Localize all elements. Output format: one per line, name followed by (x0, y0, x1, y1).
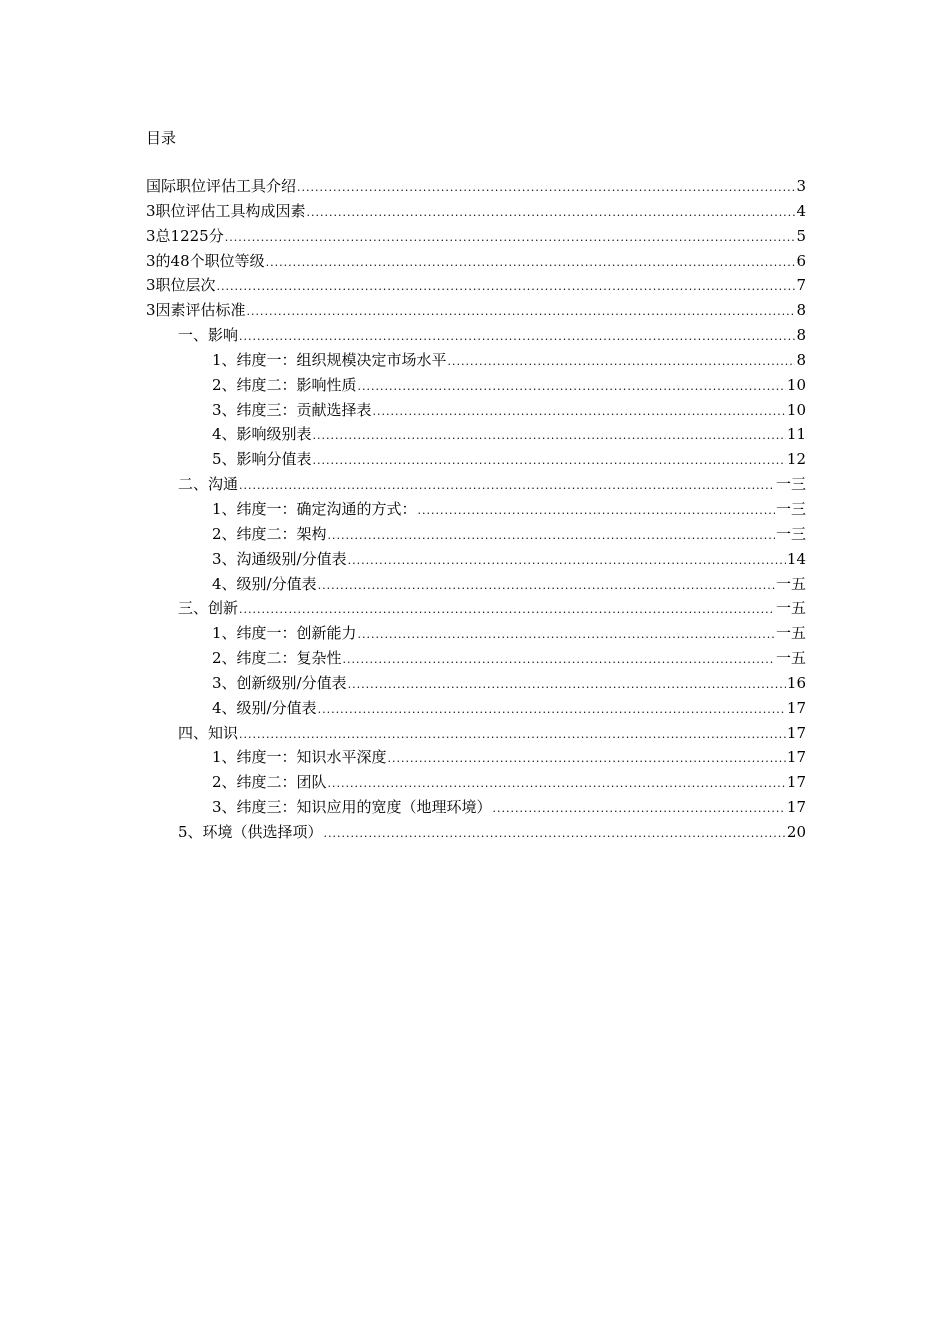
toc-entry-text: 2、纬度二：架构 (212, 524, 327, 543)
toc-dot-leader (343, 650, 775, 670)
toc-entry-text: 2、纬度二：影响性质 (212, 375, 357, 394)
toc-entry-text: 5、环境（供选择项） (178, 822, 323, 841)
toc-entry[interactable] (146, 226, 806, 251)
toc-entry-text: 3、纬度三：贡献选择表 (212, 400, 372, 419)
toc-dot-leader (225, 228, 796, 248)
toc-entry-text: 4、影响级别表 (212, 425, 312, 444)
toc-entry[interactable] (146, 698, 806, 723)
toc-page-number: 一五 (775, 624, 806, 643)
toc-entry-text: 2、纬度二：复杂性 (212, 649, 342, 668)
toc-dot-leader (348, 675, 786, 695)
toc-page-number: 3 (796, 177, 806, 195)
toc-entry[interactable] (146, 424, 806, 449)
toc-dot-leader (318, 576, 775, 596)
toc-entry-text: 4、级别/分值表 (212, 698, 317, 717)
toc-page-number: 一三 (775, 499, 806, 518)
toc-entry[interactable] (146, 176, 806, 201)
toc-entry[interactable] (146, 598, 806, 623)
toc-page-number: 一五 (775, 599, 806, 618)
toc-page-number: 一三 (775, 524, 806, 543)
toc-entry-text: 1、纬度一：组织规模决定市场水平 (212, 350, 447, 369)
toc-page-number: 16 (786, 673, 806, 692)
toc-entry[interactable] (146, 300, 806, 325)
toc-page-number: 17 (786, 698, 806, 717)
toc-page-number: 14 (786, 549, 806, 568)
toc-dot-leader (313, 451, 786, 471)
toc-title: 目录 (146, 129, 177, 147)
toc-entry-text: 3因素评估标准 (146, 301, 246, 320)
toc-dot-leader (328, 774, 786, 794)
toc-page-number: 17 (786, 798, 806, 817)
toc-entry-text: 3总1225分 (146, 226, 224, 245)
table-of-contents (146, 176, 806, 847)
toc-page-number: 20 (786, 822, 806, 841)
toc-entry-text: 三、创新 (178, 599, 239, 618)
toc-dot-leader (358, 377, 786, 397)
toc-entry[interactable] (146, 275, 806, 300)
toc-entry[interactable] (146, 648, 806, 673)
toc-entry-text: 国际职位评估工具介绍 (146, 177, 297, 195)
toc-dot-leader (307, 203, 796, 223)
toc-entry[interactable] (146, 747, 806, 772)
toc-entry[interactable] (146, 797, 806, 822)
toc-page-number: 一五 (775, 574, 806, 593)
toc-entry[interactable] (146, 375, 806, 400)
toc-entry[interactable] (146, 325, 806, 350)
toc-entry[interactable] (146, 524, 806, 549)
toc-entry-text: 5、影响分值表 (212, 450, 312, 469)
toc-entry-text: 3职位评估工具构成因素 (146, 201, 306, 220)
toc-page-number: 12 (786, 450, 806, 469)
toc-entry[interactable] (146, 574, 806, 599)
toc-page-number: 11 (786, 425, 806, 444)
toc-dot-leader (388, 749, 786, 769)
toc-dot-leader (418, 501, 775, 521)
toc-dot-leader (266, 253, 796, 273)
toc-dot-leader (239, 725, 786, 745)
toc-dot-leader (247, 302, 796, 322)
toc-page-number: 10 (786, 400, 806, 419)
toc-page-number: 8 (796, 301, 806, 320)
toc-page-number: 10 (786, 375, 806, 394)
toc-page-number: 6 (796, 251, 806, 270)
toc-entry[interactable] (146, 499, 806, 524)
toc-dot-leader (239, 327, 795, 347)
toc-dot-leader (217, 277, 796, 297)
toc-dot-leader (313, 426, 786, 446)
toc-page-number: 8 (796, 326, 806, 345)
toc-entry[interactable] (146, 772, 806, 797)
toc-dot-leader (324, 824, 786, 844)
toc-dot-leader (348, 551, 786, 571)
toc-entry[interactable] (146, 201, 806, 226)
toc-entry-text: 3、创新级别/分值表 (212, 673, 347, 692)
toc-page-number: 一三 (775, 475, 806, 494)
toc-entry-text: 一、影响 (178, 326, 239, 345)
toc-entry-text: 3的48个职位等级 (146, 251, 265, 270)
toc-page-number: 7 (796, 276, 806, 295)
toc-entry[interactable] (146, 251, 806, 276)
toc-page-number: 4 (796, 201, 806, 220)
toc-dot-leader (448, 352, 796, 372)
toc-entry-text: 二、沟通 (178, 475, 239, 494)
toc-dot-leader (318, 700, 786, 720)
toc-dot-leader (328, 526, 775, 546)
toc-page-number: 17 (786, 723, 806, 742)
toc-entry[interactable] (146, 449, 806, 474)
toc-dot-leader (358, 625, 775, 645)
toc-dot-leader (297, 178, 795, 198)
toc-page-number: 17 (786, 773, 806, 792)
toc-page-number: 8 (796, 350, 806, 369)
toc-entry[interactable] (146, 474, 806, 499)
toc-entry[interactable] (146, 723, 806, 748)
toc-entry[interactable] (146, 400, 806, 425)
toc-dot-leader (239, 600, 775, 620)
toc-entry[interactable] (146, 623, 806, 648)
toc-entry[interactable] (146, 822, 806, 847)
toc-page-number: 一五 (775, 649, 806, 668)
toc-entry[interactable] (146, 350, 806, 375)
toc-entry-text: 3、纬度三：知识应用的宽度（地理环境） (212, 798, 492, 817)
toc-entry-text: 1、纬度一：创新能力 (212, 624, 357, 643)
toc-entry[interactable] (146, 549, 806, 574)
toc-entry-text: 1、纬度一：知识水平深度 (212, 748, 387, 767)
toc-entry[interactable] (146, 673, 806, 698)
toc-dot-leader (373, 402, 786, 422)
toc-entry-text: 四、知识 (178, 723, 239, 742)
toc-page-number: 17 (786, 748, 806, 767)
toc-entry-text: 1、纬度一：确定沟通的方式： (212, 499, 417, 518)
toc-entry-text: 2、纬度二：团队 (212, 773, 327, 792)
toc-entry-text: 3、沟通级别/分值表 (212, 549, 347, 568)
toc-dot-leader (493, 799, 786, 819)
toc-entry-text: 4、级别/分值表 (212, 574, 317, 593)
toc-dot-leader (239, 476, 775, 496)
toc-page-number: 5 (796, 226, 806, 245)
toc-entry-text: 3职位层次 (146, 276, 216, 295)
